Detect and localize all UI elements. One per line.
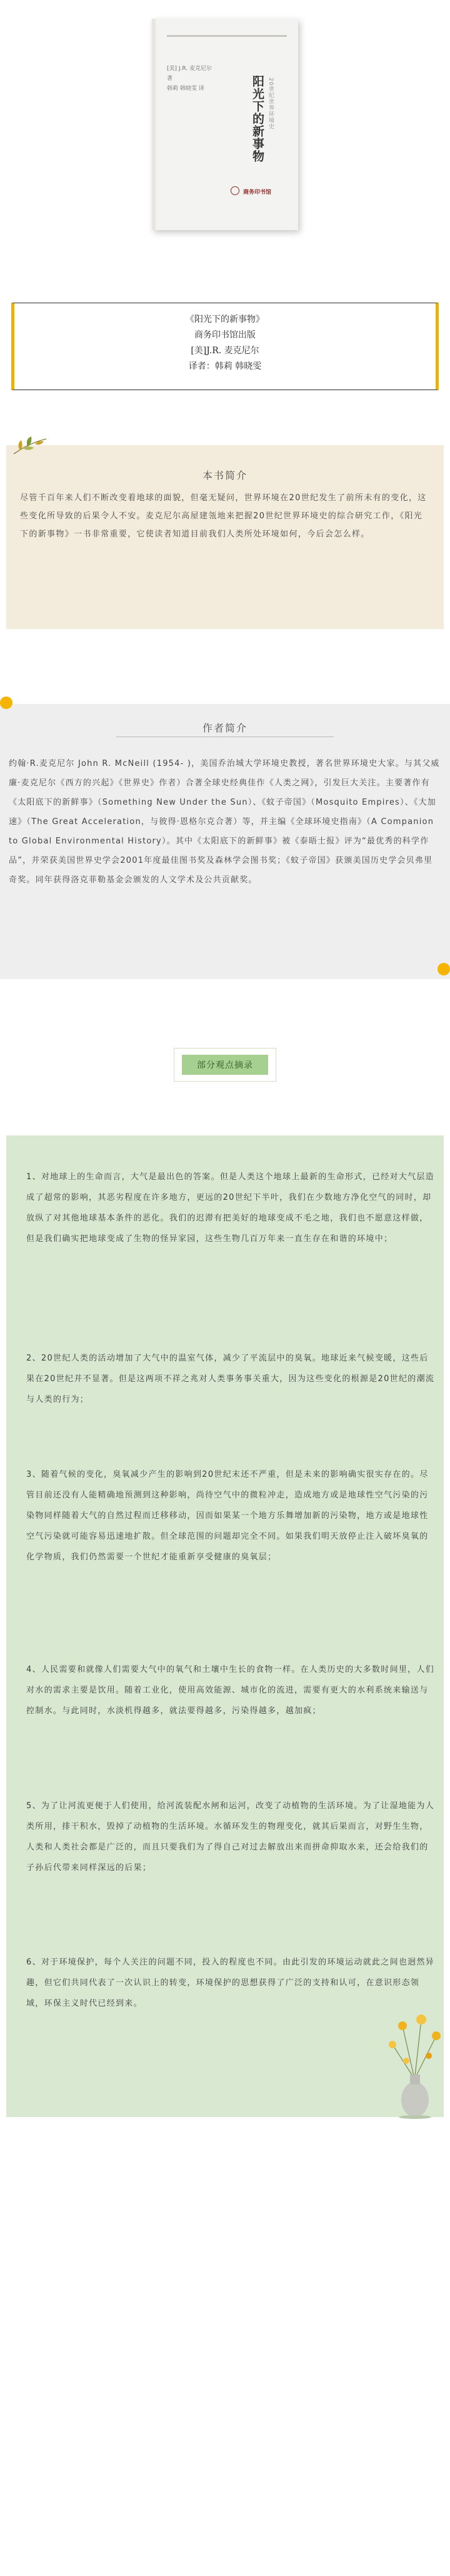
quote-item: 4、人民需要和就像人们需要大气中的氧气和土壤中生长的食物一样。在人类历史的大多数时间里，人们对水的需求主要是饮用。随着工业化，使用高效能源、城市化的流进，需要有更大的水利系统来输送与控制水。与此同时，水淡机得越多，就法要得越多，污染得越多，越加疯； — [26, 1665, 435, 1716]
flower-vase-icon — [378, 2001, 446, 2120]
cover-top-band — [167, 35, 287, 37]
cover-publisher: 商务印书馆 — [243, 189, 272, 196]
info-translator: 译者：韩莉 韩晓雯 — [188, 361, 262, 371]
cover-subtitle: 20世纪世界环境史 — [268, 78, 274, 130]
book-cover-image — [152, 19, 298, 230]
corner-dot-icon — [438, 963, 450, 975]
info-author: [美]J.R. 麦克尼尔 — [191, 346, 259, 356]
highlights-label: 部分观点摘录 — [181, 1054, 269, 1075]
quotes-panel — [6, 1135, 444, 2117]
quote-item: 1、对地球上的生命而言，大气是最出色的答案。但是人类这个地球上最新的生命形式，已经对大气层造成了超常的影响，其恶劣程度在许多地方，更远的20世纪下半叶，我们在少数地方净化空气的同时，却放纵了对其他地球基本条件的恶化。我们的迟滞有把美好的地球变成不毛之地，我们也不愿意这样做，但是我们确实把地球变成了生物的怪异家园，这些生物几百万年来一直生存在和谐的环境中； — [26, 1172, 435, 1244]
author-heading: 作者简介 — [202, 722, 248, 734]
quote-item: 6、对于环境保护，每个人关注的问题不同，投入的程度也不同。由此引发的环境运动就此之间也迥然异趣，但它们共同代表了一次认识上的转变，环境保护的思想获得了广泛的支持和认可，在意识形态领域，环保主义时代已经到来。 — [26, 1958, 435, 2008]
summary-heading: 本书简介 — [202, 470, 248, 481]
book-info-box — [11, 303, 439, 390]
summary-body: 尽管千百年来人们不断改变着地球的面貌，但毫无疑问，世界环境在20世纪发生了前所未有的变化，这些变化所导致的后果令人不安。麦克尼尔高屋建瓴地来把握20世纪世界环境史的综合研究工作，《阳光下的新事物》一书非常重要，它使读者知道目前我们人类所处环境如何，今后会怎么样。 — [20, 493, 427, 539]
quote-item: 2、20世纪人类的活动增加了大气中的温室气体，减少了平流层中的臭氧。地球近来气候变暖，这些后果在20世纪并不显著。但是这两项不祥之兆对人类事务事关重大，因为这些变化的根源是20世纪的潮流与人类的行为； — [26, 1354, 435, 1404]
info-title: 《阳光下的新事物》 — [186, 314, 264, 325]
cover-author-line: [美] J.R. 麦克尼尔 著 韩莉 韩晓雯 译 — [167, 66, 212, 92]
author-body: 约翰·R.麦克尼尔 John R. McNeill (1954- )，美国乔治城大学环境史教授，著名世界环境史大家。与其父威廉·麦克尼尔《西方的兴起》《世界史》作者）合著全球史经典佳作《人类之网》，引发巨大关注。主要著作有《太阳底下的新鲜事》（Something New Under the Sun）、《蚊子帝国》（Mosquito Empires）、《大加速》（The Great Acceleration，与彼得·恩格尔克合著）等，并主编《全球环境史指南》（A Companion to Global Environmental History）。其中《太阳底下的新鲜事》被《泰晤士报》评为“最优秀的科学作品”，并荣获美国世界史学会2001年度最佳图书奖及森林学会图书奖；《蚊子帝国》获颁美国历史学会贝弗里奇奖。同年获得洛克菲勒基金会颁发的人文学术及公共贡献奖。 — [9, 759, 440, 885]
cover-title: 阳光下的新事物 — [251, 75, 264, 163]
leaves-decoration-icon — [11, 435, 49, 458]
info-publisher: 商务印书馆出版 — [194, 330, 256, 340]
quote-item: 5、为了让河流更便于人们使用，给河流装配水闸和运河，改变了动植物的生活环境。为了让湿地能为人类所用，排干积水，毁掉了动植物的生活环境。水循环发生的物理变化，就其后果而言，对野生生物，人类和人类社会都是广泛的，而且只要我们为了得自己对过去解放出来而拼命抑取水来，还会给我们的子孙后代带来同样深远的后果； — [26, 1801, 435, 1873]
publisher-logo-icon — [231, 186, 239, 195]
corner-dot-icon — [0, 697, 12, 709]
quote-item: 3、随着气候的变化，臭氧减少产生的影响到20世纪末还不严重，但是未来的影响确实很实存在的。尽管目前还没有人能精确地预测到这种影响，尚待空气中的微粒冲走，造成地方或是地球性空气污染的污染物同样随着大气的自然过程而迁移移动，因而如果某一个地方乐舞增加新的污染物，地方或是地球性空气污染就可能容易迅速地扩散。但全球范围的问题却完全不同。如果我们明天放停止注入破坏臭氧的化学物质，我们仍然需要一个世纪才能重新享受健康的臭氧层； — [26, 1470, 429, 1562]
